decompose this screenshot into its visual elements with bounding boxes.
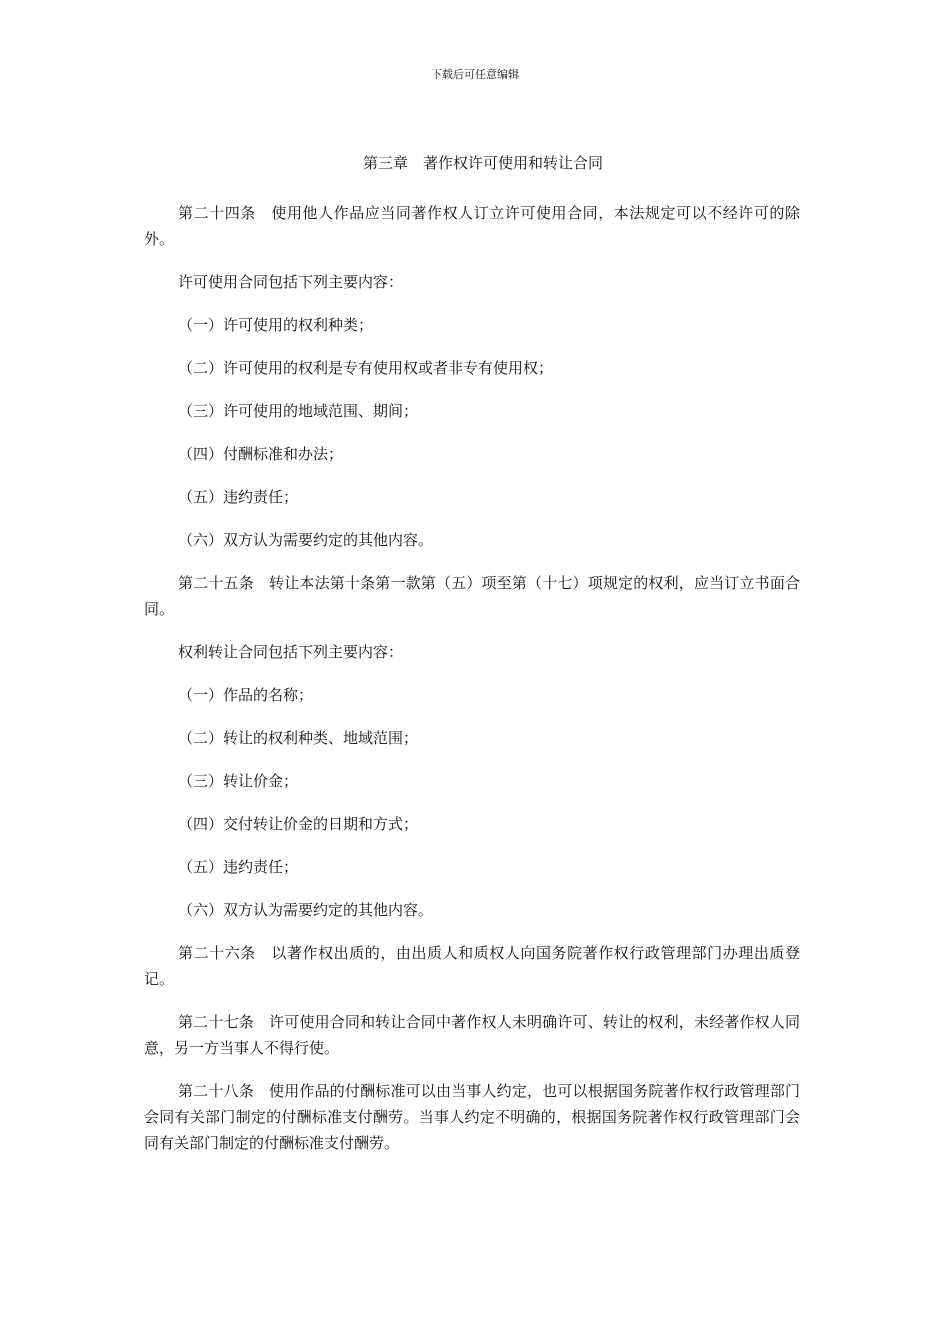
article-25-item-4: （四）交付转让价金的日期和方式； bbox=[178, 815, 419, 833]
article-24: 第二十四条 使用他人作品应当同著作权人订立许可使用合同，本法规定可以不经许可的除外。 bbox=[144, 204, 800, 248]
article-25-intro: 权利转让合同包括下列主要内容： bbox=[178, 643, 404, 661]
page-header-note: 下载后可任意编辑 bbox=[431, 68, 519, 81]
article-25-item-2: （二）转让的权利种类、地域范围； bbox=[178, 729, 419, 747]
article-26: 第二十六条 以著作权出质的，由出质人和质权人向国务院著作权行政管理部门办理出质登记。 bbox=[144, 944, 800, 988]
article-28: 第二十八条 使用作品的付酬标准可以由当事人约定，也可以根据国务院著作权行政管理部门会同有关部门制定的付酬标准支付酬劳。当事人约定不明确的，根据国务院著作权行政管理部门会同有关部门制定的付酬标准支付酬劳。 bbox=[144, 1082, 800, 1152]
article-25-item-6: （六）双方认为需要约定的其他内容。 bbox=[178, 901, 434, 919]
article-25-item-5: （五）违约责任； bbox=[178, 858, 299, 876]
article-24-item-5: （五）违约责任； bbox=[178, 488, 299, 506]
article-24-item-1: （一）许可使用的权利种类； bbox=[178, 316, 374, 334]
article-24-item-6: （六）双方认为需要约定的其他内容。 bbox=[178, 531, 434, 549]
article-25-item-3: （三）转让价金； bbox=[178, 772, 299, 790]
article-24-item-4: （四）付酬标准和办法； bbox=[178, 445, 344, 463]
article-27: 第二十七条 许可使用合同和转让合同中著作权人未明确许可、转让的权利，未经著作权人同意，另一方当事人不得行使。 bbox=[144, 1013, 800, 1057]
article-25-item-1: （一）作品的名称； bbox=[178, 686, 314, 704]
article-24-item-3: （三）许可使用的地域范围、期间； bbox=[178, 402, 419, 420]
article-24-item-2: （二）许可使用的权利是专有使用权或者非专有使用权； bbox=[178, 359, 554, 377]
article-25: 第二十五条 转让本法第十条第一款第（五）项至第（十七）项规定的权利，应当订立书面合同。 bbox=[144, 574, 800, 618]
document-body bbox=[144, 200, 800, 1173]
article-24-intro: 许可使用合同包括下列主要内容： bbox=[178, 273, 404, 291]
chapter-title: 第三章 著作权许可使用和转让合同 bbox=[362, 154, 603, 172]
